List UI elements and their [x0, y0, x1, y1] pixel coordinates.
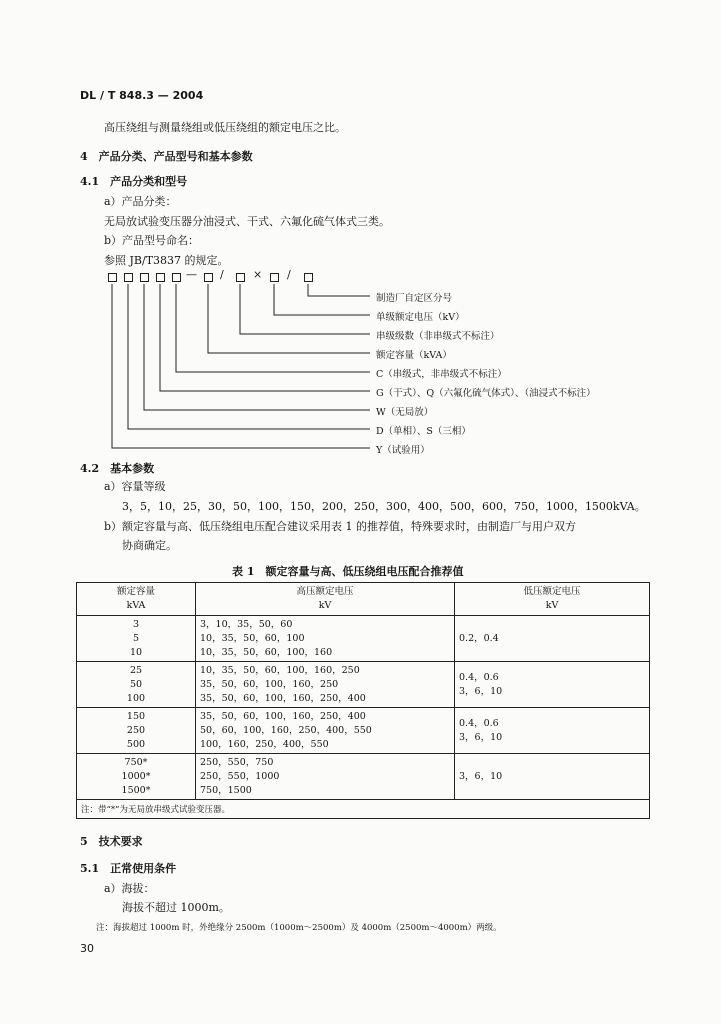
table-1 [76, 582, 650, 819]
hv-value: 35，50，60，100，160，250 [200, 678, 339, 690]
capacity-levels: 3，5，10，25，30，50，100，150，200，250，300，400，500，600，750，1000，1500kVA。 [122, 500, 646, 513]
capacity-cell [77, 708, 196, 754]
lv-value: 0.2，0.4 [459, 632, 499, 644]
capacity-value: 250 [126, 724, 146, 736]
altitude-note: 注：海拔超过 1000m 时，外绝缘分 2500m（1000m～2500m）及 4000m（2500m～4000m）两级。 [96, 923, 502, 933]
hv-value: 50，60，100，160，250，400，550 [200, 724, 372, 736]
capacity-value: 5 [132, 632, 140, 644]
table-row [77, 754, 650, 800]
standard-number: DL / T 848.3 — 2004 [80, 89, 204, 102]
capacity-value: 750* [124, 756, 148, 768]
table-row [77, 616, 650, 662]
table-note-row [77, 800, 650, 819]
capacity-cell [77, 616, 196, 662]
capacity-value: 25 [129, 664, 143, 676]
table-row [77, 708, 650, 754]
section-5-title: 5 技术要求 [80, 835, 143, 848]
section-5-1-title: 5.1 正常使用条件 [80, 862, 177, 875]
legend-3: 串级级数（非串级式不标注） [376, 331, 500, 342]
hv-value: 3，10，35，50，60 [200, 618, 293, 630]
legend-7: W（无局放） [376, 407, 434, 418]
hv-cell [196, 662, 455, 708]
legend-1: 制造厂自定区分号 [376, 293, 453, 304]
altitude-label: a）海拔： [104, 882, 155, 895]
legend-8: D（单相）、S（三相） [376, 426, 471, 437]
lv-cell [455, 662, 650, 708]
lv-cell [455, 616, 650, 662]
altitude-text: 海拔不超过 1000m。 [122, 901, 230, 914]
item-a-label: a）产品分类： [104, 195, 177, 208]
code-leader-lines [0, 0, 721, 470]
hv-value: 100，160，250，400，550 [200, 738, 329, 750]
header-hv-unit: kV [318, 600, 332, 611]
hv-value: 250，550，1000 [200, 770, 280, 782]
header-capacity-name: 额定容量 [116, 586, 155, 597]
header-lv-name: 低压额定电压 [523, 586, 581, 597]
hv-value: 10，35，50，60，100，160 [200, 646, 333, 658]
hv-value: 10，35，50，60，100，160，250 [200, 664, 360, 676]
capacity-value: 10 [129, 646, 143, 658]
section-4-2-title: 4.2 基本参数 [80, 462, 155, 475]
table-header-row [77, 583, 650, 616]
hv-value: 10，35，50，60，100 [200, 632, 305, 644]
hv-cell [196, 616, 455, 662]
code-sep-slash-2: / [287, 268, 291, 281]
code-sep-dash: — [186, 268, 197, 281]
hv-value: 35，50，60，100，160，250，400 [200, 692, 366, 704]
hv-value: 750，1500 [200, 784, 252, 796]
header-capacity [77, 583, 196, 616]
capacity-value: 100 [126, 692, 146, 704]
table-note: 注：带“*”为无局放串级式试验变压器。 [77, 800, 650, 819]
header-lv [455, 583, 650, 616]
lv-value: 0.4，0.6 [459, 717, 499, 729]
item-b2-text-2: 协商确定。 [122, 539, 177, 552]
legend-2: 单级额定电压（kV） [376, 312, 465, 323]
header-hv [196, 583, 455, 616]
item-b-text: 参照 JB/T3837 的规定。 [104, 254, 229, 267]
hv-value: 250，550，750 [200, 756, 274, 768]
header-capacity-unit: kVA [126, 600, 146, 611]
code-sep-slash-1: / [220, 268, 224, 281]
lv-cell [455, 708, 650, 754]
intro-line: 高压绕组与测量绕组或低压绕组的额定电压之比。 [104, 121, 346, 134]
table-1-caption: 表 1 额定容量与高、低压绕组电压配合推荐值 [232, 565, 464, 578]
capacity-value: 1500* [121, 784, 151, 796]
item-a2-label: a）容量等级 [104, 480, 166, 493]
capacity-value: 500 [126, 738, 146, 750]
header-hv-name: 高压额定电压 [296, 586, 354, 597]
lv-value: 3，6，10 [459, 731, 503, 743]
page-number: 30 [80, 942, 94, 955]
item-b-label: b）产品型号命名： [104, 234, 200, 247]
lv-value: 3，6，10 [459, 685, 503, 697]
header-lv-unit: kV [545, 600, 559, 611]
capacity-cell [77, 662, 196, 708]
hv-value: 35，50，60，100，160，250，400 [200, 710, 366, 722]
hv-cell [196, 708, 455, 754]
capacity-value: 1000* [121, 770, 151, 782]
hv-cell [196, 754, 455, 800]
section-4-1-title: 4.1 产品分类和型号 [80, 175, 188, 188]
lv-cell [455, 754, 650, 800]
legend-9: Y（试验用） [376, 445, 430, 456]
capacity-cell [77, 754, 196, 800]
legend-6: G（干式）、Q（六氟化硫气体式）、（油浸式不标注） [376, 388, 596, 399]
section-4-title: 4 产品分类、产品型号和基本参数 [80, 150, 253, 163]
capacity-value: 150 [126, 710, 146, 722]
code-sep-times: × [253, 268, 263, 281]
table-row [77, 662, 650, 708]
capacity-value: 3 [132, 618, 140, 630]
capacity-value: 50 [129, 678, 143, 690]
legend-5: C（串级式，非串级式不标注） [376, 369, 507, 380]
lv-value: 3，6，10 [459, 770, 503, 782]
legend-4: 额定容量（kVA） [376, 350, 452, 361]
item-a-text: 无局放试验变压器分油浸式、干式、六氟化硫气体式三类。 [104, 215, 390, 228]
lv-value: 0.4，0.6 [459, 671, 499, 683]
item-b2-text-1: b）额定容量与高、低压绕组电压配合建议采用表 1 的推荐值，特殊要求时，由制造厂与用户双方 [104, 520, 577, 533]
